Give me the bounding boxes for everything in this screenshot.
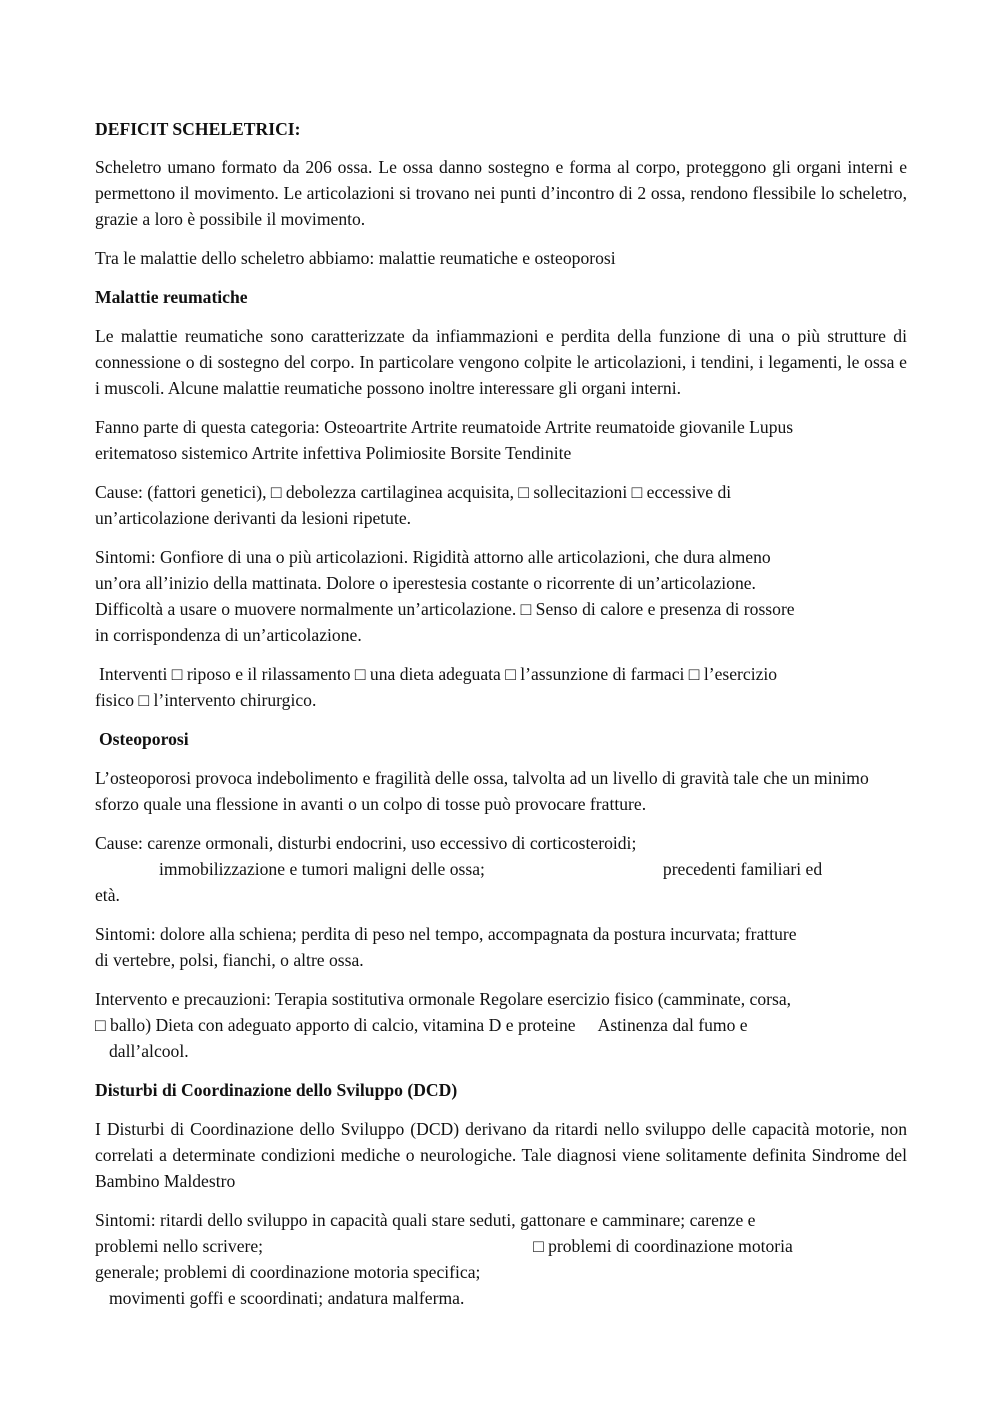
reumatiche-list-line: Fanno parte di questa categoria: Osteoartrite Artrite reumatoide Artrite reumatoide giovanile Lupus <box>95 417 794 437</box>
reumatiche-sintomi-line: un’ora all’inizio della mattinata. Dolore o iperestesia costante o ricorrente di un’articolazione. <box>95 573 756 593</box>
reumatiche-list-line: eritematoso sistemico Artrite infettiva Polimiosite Borsite Tendinite <box>95 443 572 463</box>
dcd-sintomi-part: problemi nello scrivere; <box>95 1236 264 1256</box>
osteoporosi-cause-part: precedenti familiari ed <box>662 859 823 879</box>
reumatiche-sintomi-line: Sintomi: Gonfiore di una o più articolazioni. Rigidità attorno alle articolazioni, che dura almeno <box>95 547 771 567</box>
reumatiche-sintomi <box>95 544 907 648</box>
osteoporosi-cause-line: età. <box>95 885 120 905</box>
dcd-sintomi-line: Sintomi: ritardi dello sviluppo in capacità quali stare seduti, gattonare e camminare; carenze e <box>95 1210 756 1230</box>
osteoporosi-sintomi-line: di vertebre, polsi, fianchi, o altre ossa. <box>95 950 364 970</box>
reumatiche-sintomi-line: Difficoltà a usare o muovere normalmente un’articolazione. □ Senso di calore e presenza di rossore <box>95 599 795 619</box>
section-heading-reumatiche: Malattie reumatiche <box>95 287 248 307</box>
reumatiche-cause-line: un’articolazione derivanti da lesioni ripetute. <box>95 508 412 528</box>
reumatiche-sintomi-line: in corrispondenza di un’articolazione. <box>95 625 362 645</box>
osteoporosi-intervento-line <box>95 1012 907 1038</box>
reumatiche-interventi <box>95 661 907 713</box>
osteoporosi-cause <box>95 830 907 908</box>
section-heading-osteoporosi: Osteoporosi <box>99 729 189 749</box>
dcd-sintomi-part: □ problemi di coordinazione motoria <box>533 1236 793 1256</box>
dcd-sintomi-line: generale; problemi di coordinazione motoria specifica; <box>95 1262 481 1282</box>
reumatiche-description: Le malattie reumatiche sono caratterizzate da infiammazioni e perdita della funzione di una o più strutture di connessione o di sostegno del corpo. In particolare vengono colpite le articolazioni, i tendini, i legamenti, le ossa e i muscoli. Alcune malattie reumatiche possono inoltre interessare gli organi interni. <box>95 326 907 398</box>
intro-paragraph: Scheletro umano formato da 206 ossa. Le ossa danno sostegno e forma al corpo, proteggono gli organi interni e permettono il movimento. Le articolazioni si trovano nei punti d’incontro di 2 ossa, rendono flessibile lo scheletro, grazie a loro è possibile il movimento. <box>95 157 907 229</box>
osteoporosi-sintomi-line: Sintomi: dolore alla schiena; perdita di peso nel tempo, accompagnata da postura incurvata; fratture <box>95 924 797 944</box>
reumatiche-interventi-line: Interventi □ riposo e il rilassamento □ una dieta adeguata □ l’assunzione di farmaci □ l’esercizio <box>99 664 778 684</box>
osteoporosi-intervento <box>95 986 907 1064</box>
dcd-sintomi <box>95 1207 907 1311</box>
reumatiche-cause-line: Cause: (fattori genetici), □ debolezza cartilaginea acquisita, □ sollecitazioni □ eccessive di <box>95 482 732 502</box>
dcd-description: I Disturbi di Coordinazione dello Sviluppo (DCD) derivano da ritardi nello sviluppo delle capacità motorie, non correlati a determinate condizioni mediche o neurologiche. Tale diagnosi viene solitamente definita Sindrome del Bambino Maldestro <box>95 1119 907 1191</box>
dcd-sintomi-line: movimenti goffi e scoordinati; andatura malferma. <box>109 1288 465 1308</box>
reumatiche-list <box>95 414 907 466</box>
reumatiche-cause <box>95 479 907 531</box>
document-body <box>95 116 907 1311</box>
osteoporosi-intervento-line: dall’alcool. <box>109 1041 189 1061</box>
diseases-line: Tra le malattie dello scheletro abbiamo: malattie reumatiche e osteoporosi <box>95 248 616 268</box>
reumatiche-interventi-line: fisico □ l’intervento chirurgico. <box>95 690 317 710</box>
osteoporosi-intervento-part: □ ballo) Dieta con adeguato apporto di calcio, vitamina D e proteine <box>95 1015 576 1035</box>
section-heading-dcd: Disturbi di Coordinazione dello Sviluppo (DCD) <box>95 1080 458 1100</box>
osteoporosi-cause-line: Cause: carenze ormonali, disturbi endocrini, uso eccessivo di corticosteroidi; <box>95 833 637 853</box>
document-title: DEFICIT SCHELETRICI: <box>95 119 301 139</box>
osteoporosi-intervento-line: Intervento e precauzioni: Terapia sostitutiva ormonale Regolare esercizio fisico (camminate, corsa, <box>95 989 792 1009</box>
osteoporosi-cause-line <box>95 856 907 882</box>
osteoporosi-sintomi <box>95 921 907 973</box>
osteoporosi-intervento-part: Astinenza dal fumo e <box>597 1015 748 1035</box>
osteoporosi-cause-part: immobilizzazione e tumori maligni delle ossa; <box>159 859 485 879</box>
dcd-sintomi-line <box>95 1233 907 1259</box>
osteoporosi-description: L’osteoporosi provoca indebolimento e fragilità delle ossa, talvolta ad un livello di gravità tale che un minimo sforzo quale una flessione in avanti o un colpo di tosse può provocare fratture. <box>95 768 869 814</box>
